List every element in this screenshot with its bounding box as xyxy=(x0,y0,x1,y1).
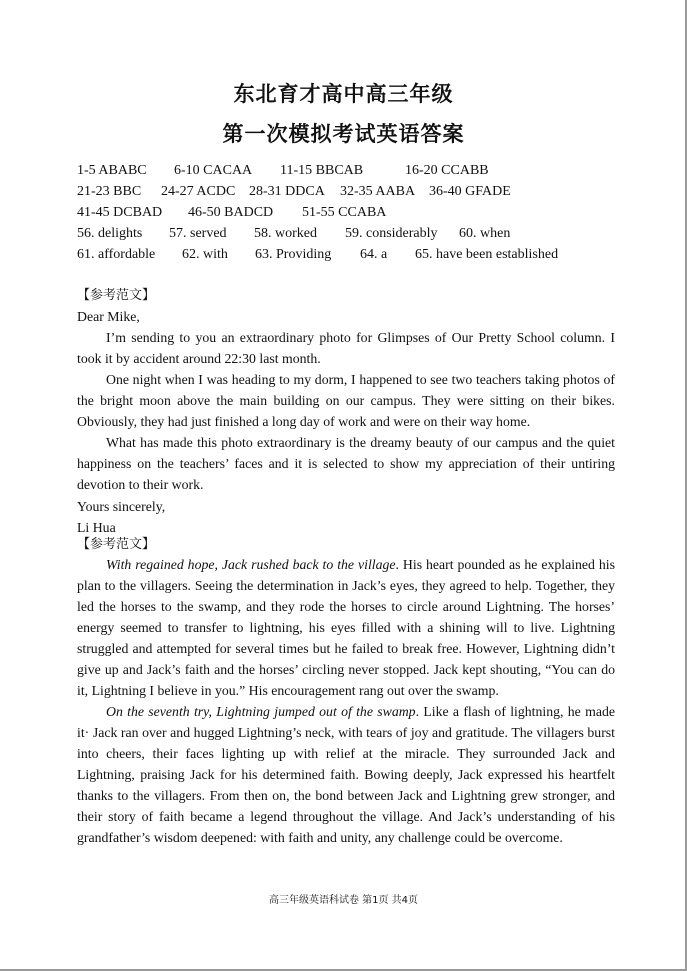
answer-group: 58. worked xyxy=(254,226,317,241)
sample-letter xyxy=(77,306,615,538)
answer-group: 21-23 BBC xyxy=(77,184,142,199)
story-paragraph xyxy=(77,554,615,701)
letter-signature: Li Hua xyxy=(77,520,116,535)
sample-story xyxy=(77,554,615,848)
answer-group: 61. affordable xyxy=(77,247,156,262)
answer-row xyxy=(77,181,617,202)
answer-row xyxy=(77,202,617,223)
story-paragraph xyxy=(77,701,615,848)
answer-group: 41-45 DCBAD xyxy=(77,205,163,220)
school-title: 东北育才高中高三年级 xyxy=(233,82,454,106)
answer-group: 62. with xyxy=(182,247,228,262)
letter-salutation: Dear Mike, xyxy=(77,309,140,324)
answer-group: 64. a xyxy=(360,247,388,262)
letter-paragraph: I’m sending to you an extraordinary photo for Glimpses of Our Pretty School column. I took it by accident around 22:30 last month. xyxy=(77,330,615,366)
answer-group: 36-40 GFADE xyxy=(429,184,511,199)
answer-group: 51-55 CCABA xyxy=(302,205,387,220)
answer-group: 56. delights xyxy=(77,226,143,241)
answer-group: 32-35 AABA xyxy=(340,184,416,199)
letter-closing: Yours sincerely, xyxy=(77,499,166,514)
answer-group: 6-10 CACAA xyxy=(174,163,253,178)
story-given-sentence: On the seventh try, Lightning jumped out of the swamp xyxy=(106,704,416,719)
sample-story-heading: 【参考范文】 xyxy=(77,537,156,552)
story-given-sentence: With regained hope, Jack rushed back to the village xyxy=(106,557,396,572)
answer-group: 16-20 CCABB xyxy=(405,163,489,178)
answer-group: 63. Providing xyxy=(255,247,332,262)
answer-group: 46-50 BADCD xyxy=(188,205,274,220)
letter-paragraph: What has made this photo extraordinary is the dreamy beauty of our campus and the quiet happiness on the teachers’ faces and it is selected to show my appreciation of their untiring devotion to their work. xyxy=(77,435,615,492)
answer-group: 60. when xyxy=(459,226,511,241)
answer-group: 59. considerably xyxy=(345,226,438,241)
story-text: . His heart pounded as he explained his plan to the villagers. Seeing the determination in Jack’s eyes, they agreed to help. Together, they led the horses to the swamp, and they rode the horses to circle around Lightning. The horses’ energy seemed to transfer to lightning, his eyes filled with a shining will to live. Lightning struggled and attempted for several times but he failed to break free. However, Lightning didn’t give up and Jack’s faith and the horses’ circling never stopped. Jack kept shouting, “You can do it, Lightning I believe in you.” His encouragement rang out over the swamp. xyxy=(77,557,615,698)
answer-row xyxy=(77,223,617,244)
answer-group: 24-27 ACDC xyxy=(161,184,236,199)
answer-row xyxy=(77,244,617,265)
page-footer: 高三年级英语科试卷 第1页 共4页 xyxy=(268,895,419,906)
story-text: . Like a flash of lightning, he made it· Jack ran over and hugged Lightning’s neck, with tears of joy and gratitude. The villagers burst into cheers, their faces lighting up with relief at the miracle. They surrounded Jack and Lightning, praising Jack for his determined faith. Bowing deeply, Jack expressed his heartfelt thanks to the villagers. From then on, the bond between Jack and Lightning grew stronger, and their story of faith became a legend throughout the village. And Jack’s understanding of his grandfather’s wisdom deepened: with faith and unity, any challenge could be overcome. xyxy=(77,704,615,845)
sample-essay-heading: 【参考范文】 xyxy=(77,288,156,303)
answer-group: 11-15 BBCAB xyxy=(280,163,364,178)
answer-group: 57. served xyxy=(169,226,227,241)
letter-paragraph: One night when I was heading to my dorm, I happened to see two teachers taking photos of the bright moon above the main building on our campus. They were sitting on their bikes. Obviously, they had just finished a long day of work and were on their way home. xyxy=(77,372,615,429)
answer-group: 1-5 ABABC xyxy=(77,163,147,178)
answer-group: 28-31 DDCA xyxy=(249,184,325,199)
answer-group: 65. have been established xyxy=(415,247,559,262)
answer-key xyxy=(77,160,617,265)
exam-title: 第一次模拟考试英语答案 xyxy=(222,122,465,146)
answer-row xyxy=(77,160,617,181)
